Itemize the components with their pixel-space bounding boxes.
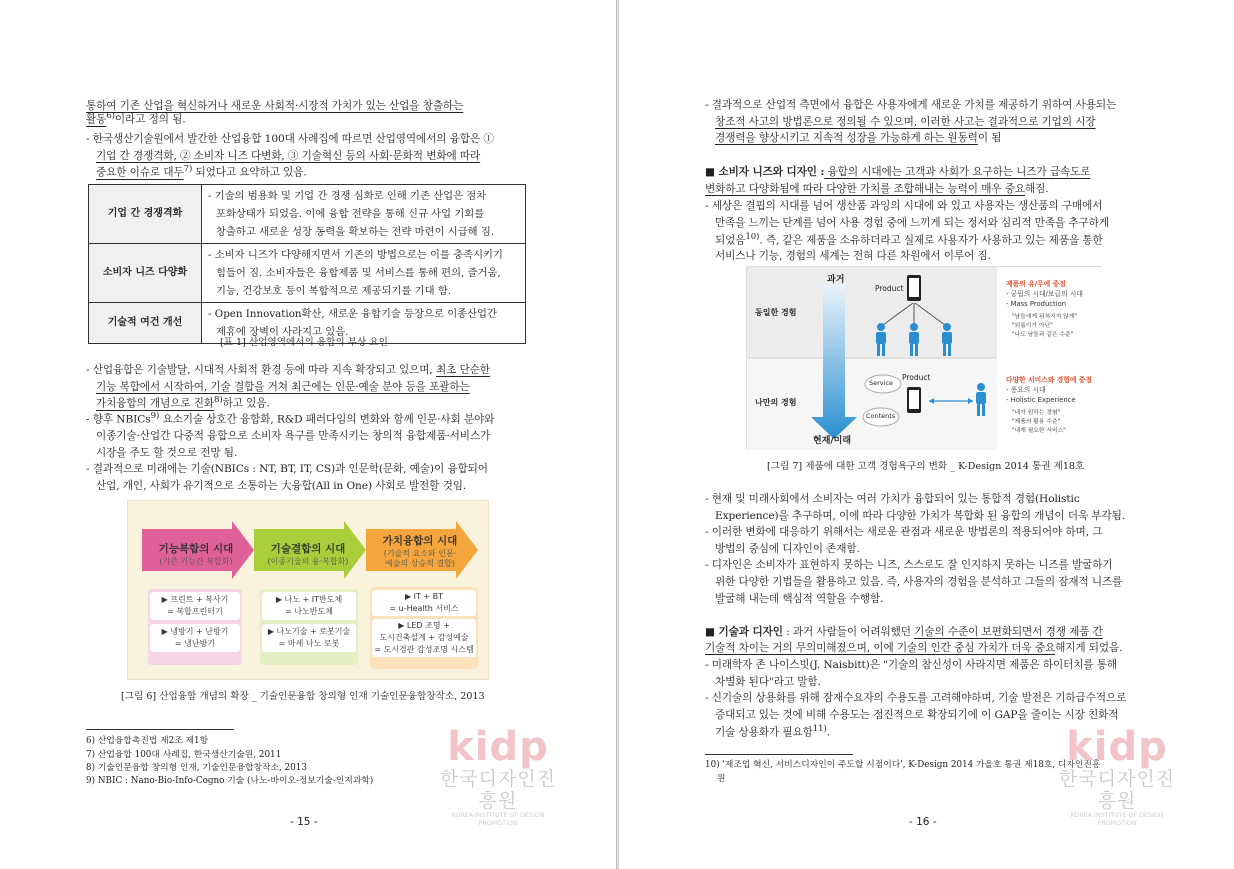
bullet-line: Experience)을 추구하며, 이에 따라 다양한 가치가 복합화 된 융합의 개념이 더욱 부각됨. [715,510,1126,522]
bullet-line: - 미래학자 존 나이스빗(J. Naisbitt)은 "기술의 참신성이 사라지면 제품은 하이터치를 통해 [705,659,1118,671]
footnote: 10) '제조업 혁신, 서비스디자인이 주도할 시점이다', K-Design 2014 가을호 통권 제18호, 디자인진흥 [705,760,1101,770]
figure-experience-change [746,266,1102,449]
table-header-cell: 소비자 니즈 다양화 [89,244,202,303]
kidp-logo: kidp 한국디자인진흥원 KOREA INSTITUTE OF DESIGN PROMOTION [439,724,557,827]
bullet-line: 기업 간 경쟁격화, ② 소비자 니즈 다변화, ③ 기술혁신 등의 사회·문화적 변화에 따라 [96,150,481,162]
bullet-line: 가치융합의 개념으로 진화$^{8)}$하고 있음. [96,395,270,410]
footnote: 9) NBIC : Nano-Bio-Info-Cogno 기술 (나노-바이오-정보기술-인지과학) [86,776,374,786]
bullet-line: 발굴해 내는데 핵심적 역할을 수행함. [715,593,884,605]
table-caption: [표 1] 산업영역에서의 융합의 부상 요인 [220,337,388,348]
bullet-line: 만족을 느끼는 단계를 넘어 사용 경험 중에 느끼게 되는 정서와 심리적 만족을 추구하게 [715,217,1109,229]
para-line: 활동$^{6)}$이라고 정의 됨. [86,111,186,126]
footnote-divider [86,729,234,730]
bullet-line: 시장을 주도 할 것으로 전망 됨. [96,447,238,459]
section-line: ■ 기술과 디자인 : 과거 사람들이 어려워했던 기술의 수준이 보편화되면서 경쟁 제품 간 [705,626,1103,638]
bullet-line: 방법의 중심에 디자인이 존재함. [715,543,860,555]
bullet-line: - 한국생산기술원에서 발간한 산업융합 100대 사례집에 따르면 산업영역에서의 융합은 ① [86,133,494,145]
bullet-line: - 결과적으로 미래에는 기술(NBICs : NT, BT, IT, CS)과 인문학(문화, 예술)이 융합되어 [86,463,488,475]
stage-title: 기술결합의 시대 [270,543,346,555]
page-number: - 16 - [909,816,937,828]
product-label: Product [902,373,931,382]
bullet-line: - 디자인은 소비자가 표현하지 못하는 니즈, 스스로도 잘 인지하지 못하는 니즈를 발굴하기 [705,559,1113,571]
future-label: 현재/미래 [813,436,852,446]
section-line: 기술적 차이는 거의 무의미해졌으며, 이에 기술의 인간 중심 가치가 더욱 중요해지게 되었음. [705,642,1123,654]
bullet-line: - 신기술의 상용화를 위해 잠재수요자의 수용도를 고려해야하며, 기술 발전은 기하급수적으로 [705,692,1127,704]
right-page [619,0,1234,869]
contents-label: Contents [866,412,896,420]
para-line: 통하여 기존 산업을 혁신하거나 새로운 사회적·시장적 가치가 있는 산업을 창출하는 [86,100,464,112]
table-row [89,185,526,244]
footnote: 6) 산업융합촉진법 제2조 제1항 [86,736,209,746]
footnote: 8) 기술인문융합 창의형 인재, 기술인문융합창작소, 2013 [86,763,307,773]
bullet-line: 기술 상용화가 필요함$^{11)}$. [715,724,831,739]
bullet-line: - 산업융합은 기술발달, 시대적 사회적 환경 등에 따라 지속 확장되고 있으며, 최초 단순한 [86,364,490,376]
section-line: ■ 소비자 니즈와 디자인 : 융합의 시대에는 고객과 사회가 요구하는 니즈가 급속도로 [705,166,1091,178]
example-box: ▶ 프린트 + 복사기 = 복합프린터기 ▶ 냉방기 + 난방기 = 냉난방기 [148,589,242,665]
bullet-line: 창조적 사고의 방법론으로 정의될 수 있으며, 이러한 사고는 결과적으로 기업의 시장 [715,116,1096,128]
past-label: 과거 [827,275,845,285]
bullet-line: 증대되고 있는 것에 비해 수용도는 점진적으로 확장되기에 이 GAP을 줄이는 시장 친화적 [715,709,1119,721]
figure-caption: [그림 7] 제품에 대한 고객 경험욕구의 변화 _ K-Design 2014 통권 제18호 [767,461,1085,472]
stage-subtitle: 예술의 상승적 결합) [384,559,456,568]
bullet-line: - 향후 NBICs$^{9)}$ 요소기술 상호간 융합화, R&D 패러다임의 변화와 함께 인문·사회 분야와 [86,411,495,426]
table-row [89,244,526,303]
top-note: 제품의 유/무에 중점 - 궁핍의 시대/보급의 시대 - Mass Production "남들에게 뒤쳐지지 않게" "외롭이가 아닌" "나도 남들과 같은 수준" [1006,280,1083,338]
table-cell: - 소비자 니즈가 다양해지면서 기존의 방법으로는 이를 충족시키기 힘들어 짐. 소비자들은 융합제품 및 서비스를 통해 편의, 즐거움, 기능, 건강보호 등이 복합적으로 제공되기를 기대 함. [202,244,526,303]
bullet-line: - 현재 및 미래사회에서 소비자는 여러 가치가 융합되어 있는 통합적 경험(Holistic [705,493,1080,505]
section-line: 변화하고 다양화됨에 따라 다양한 가치를 조합해내는 능력이 매우 중요해짐. [705,183,1049,195]
table-header-cell: 기업 간 경쟁격화 [89,185,202,244]
factors-table [88,184,526,344]
table-cell: - 기술의 범용화 및 기업 간 경쟁 심화로 인해 기존 산업은 점차 포화상태가 되었음. 이에 융합 전략을 통해 신규 사업 기회를 창출하고 새로운 성장 동력을 확보하는 전략 마련이 시급해 짐. [202,185,526,244]
stage-title: 가치융합의 시대 [382,535,458,547]
bullet-line: 경쟁력을 향상시키고 지속적 성장을 가능하게 하는 원동력이 됨 [715,132,1002,144]
page-number: - 15 - [290,816,318,828]
bullet-line: - 세상은 결핍의 시대를 넘어 생산품 과잉의 시대에 와 있고 사용자는 생산품의 구매에서 [705,200,1103,212]
figure-caption: [그림 6] 산업융합 개념의 확장 _ 기술인문융합 창의형 인재 기술인문융합창작소, 2013 [121,691,485,702]
stage-subtitle: (이종기술의 융·복합화) [267,557,349,566]
bullet-line: 기능 복합에서 시작하여, 기술 결합을 거쳐 최근에는 인문·예술 분야 등을 포괄하는 [96,381,470,393]
stage-title: 기능복합의 시대 [158,543,234,555]
bullet-line: - 이러한 변화에 대응하기 위해서는 새로운 관점과 새로운 방법론의 적용되어야 하며, 그 [705,526,1103,538]
footnote: 7) 산업융합 100대 사례집, 한국생산기술원, 2011 [86,750,282,760]
row-label: 동일한 경험 [755,308,797,317]
bullet-line: 이종기술·산업간 다중적 융합으로 소비자 욕구를 만족시키는 창의적 융합제품·서비스가 [96,430,491,442]
stage-subtitle: (기술적 요소와 인문· [383,549,457,558]
kidp-logo: kidp 한국디자인진흥원 KOREA INSTITUTE OF DESIGN PROMOTION [1058,724,1176,827]
bullet-line: - 결과적으로 산업적 측면에서 융합은 사용자에게 새로운 가치를 제공하기 위하여 사용되는 [705,99,1117,111]
product-label: Product [875,284,904,293]
service-label: Service [869,379,894,387]
bullet-line: 위한 다양한 기법들을 활용하고 있음. 즉, 사용자의 경험을 분석하고 그들의 잠재적 니즈를 [715,576,1123,588]
footnote: 원 [717,774,726,784]
row-label: 나만의 경험 [755,398,797,407]
table-cell: - Open Innovation확산, 새로운 융합기술 등장으로 이종산업간 제휴에 장벽이 사라지고 있음. [202,303,526,344]
bullet-line: 산업, 개인, 사회가 유기적으로 소통하는 大융합(All in One) 사회로 발전할 것임. [96,480,467,492]
example-box: ▶ IT + BT = u-Health 서비스 ▶ LED 조명 + 도시건축설계 + 감성예술 = 도시경관 감성조명 시스템 [370,587,478,669]
bullet-line: 차별화 된다"라고 말함. [715,676,821,688]
bullet-line: 중요한 이슈로 대두$^{7)}$ 되었다고 요약하고 있음. [96,164,307,179]
footnote-divider [705,754,853,755]
table-header-cell: 기술적 여건 개선 [89,303,202,344]
bullet-line: 되었음$^{10)}$. 즉, 같은 제품을 소유하더라고 실제로 사용자가 사용하고 있는 제품을 통한 [715,232,1103,247]
stage-subtitle: (기존 기능간 복합화) [159,557,233,566]
figure-fusion-expansion [127,500,489,680]
example-box: ▶ 나노 + IT반도체 = 나노반도체 ▶ 나노기술 + 로봇기술 = 마세 나노 로봇 [260,589,358,665]
bottom-note: 다양한 서비스와 경험에 중점 - 풍요의 시대 - Holistic Experience "내가 원하는 경험" "제품의 활용 수준" "내게 필요한 서비스" [1006,376,1092,434]
bullet-line: 서비스나 기능, 경험의 세계는 전혀 다른 차원에서 이루어 짐. [715,250,991,262]
left-page [0,0,616,869]
